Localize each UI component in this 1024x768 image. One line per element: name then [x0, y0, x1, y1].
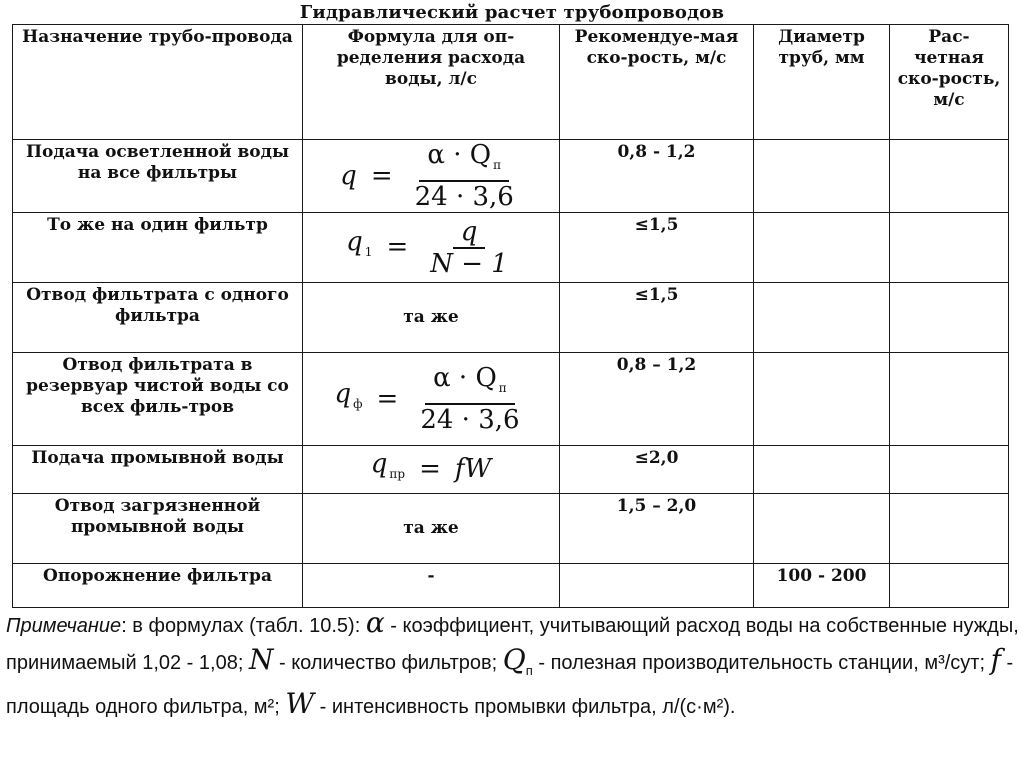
footnote-n-symbol: N [248, 643, 274, 676]
table-row [13, 494, 1009, 564]
header-row [13, 25, 1009, 140]
footnote-q-symbol: Q [502, 643, 526, 676]
footnote-intro: : в формулах (табл. 10.5): [121, 615, 366, 637]
footnote-w-text: - интенсивность промывки фильтра, л/(с·м²). [314, 696, 736, 718]
row-diameter [754, 494, 890, 564]
row-calc-speed [890, 140, 1009, 213]
row-purpose: Подача промывной воды [13, 446, 303, 494]
row-calc-speed [890, 213, 1009, 283]
header-formula: Формула для оп-ределения расхода воды, л/с [303, 25, 560, 140]
row-formula [303, 446, 560, 494]
row-purpose: Отвод загрязненной промывной воды [13, 494, 303, 564]
row-rec-speed [560, 564, 754, 608]
header-rec-speed: Рекомендуе-мая ско-рость, м/с [560, 25, 754, 140]
row-purpose: Отвод фильтрата в резервуар чистой воды со всех филь-тров [13, 353, 303, 446]
formula-num-sub: п [493, 158, 502, 172]
row-formula-same: - [303, 564, 560, 608]
row-rec-speed: 0,8 - 1,2 [560, 140, 754, 213]
footnote-n-text: - количество фильтров; [273, 652, 503, 674]
formula-denominator: 24 · 3,6 [420, 405, 520, 435]
row-rec-speed: ≤2,0 [560, 446, 754, 494]
row-formula [303, 140, 560, 213]
table-row [13, 564, 1009, 608]
table-row [13, 353, 1009, 446]
row-calc-speed [890, 494, 1009, 564]
table-title: Гидравлический расчет трубопроводов [299, 2, 725, 23]
row-calc-speed [890, 283, 1009, 353]
formula-lhs-sub: 1 [364, 245, 373, 259]
row-diameter [754, 140, 890, 213]
formula-lhs: q [340, 160, 357, 191]
row-diameter [754, 283, 890, 353]
row-rec-speed: 1,5 – 2,0 [560, 494, 754, 564]
formula: q $_ф$ = $\frac{\alpha \cdot Q _п}{24 \cdot 3,6}$ [334, 363, 527, 435]
header-diameter: Диаметр труб, мм [754, 25, 890, 140]
row-purpose: Опорожнение фильтра [13, 564, 303, 608]
footnote-alpha-text: - коэффициент, учитывающий расход воды на собственные нужды, принимаемый 1,02 - 1,08; [6, 615, 1019, 674]
row-rec-speed: 0,8 – 1,2 [560, 353, 754, 446]
row-calc-speed [890, 564, 1009, 608]
footnote-q-sub: п [525, 663, 533, 678]
row-rec-speed: ≤1,5 [560, 213, 754, 283]
header-purpose: Назначение трубо-провода [13, 25, 303, 140]
formula-numerator: α · Q [427, 140, 492, 170]
footnote-label: Примечание [6, 615, 122, 637]
footnote-alpha-symbol: α [365, 606, 385, 639]
row-calc-speed [890, 353, 1009, 446]
formula: q $_1$ = $\frac{q}{N - 1}$ [346, 216, 508, 279]
row-diameter [754, 213, 890, 283]
formula-lhs: q [346, 227, 363, 257]
formula-lhs-sub: ф [353, 396, 363, 411]
formula-lhs: q [370, 449, 388, 479]
table-row [13, 213, 1009, 283]
row-diameter: 100 - 200 [754, 564, 890, 608]
table-row [13, 446, 1009, 494]
pipeline-table [12, 24, 1009, 608]
row-formula-same: та же [303, 283, 560, 353]
formula-numerator: α · Q [433, 363, 497, 393]
footnote-f-symbol: f [990, 643, 1001, 676]
row-formula [303, 353, 560, 446]
formula-denominator: N − 1 [430, 248, 508, 279]
formula: q = $\frac{\alpha \cdot Q _п}{24 \cdot 3,6}$ [340, 140, 522, 212]
footnote-f-text: - площадь одного фильтра, м²; [6, 652, 1014, 718]
row-calc-speed [890, 446, 1009, 494]
table-row [13, 283, 1009, 353]
row-purpose: То же на один фильтр [13, 213, 303, 283]
footnote-w-symbol: W [285, 687, 315, 720]
row-purpose: Отвод фильтрата с одного фильтра [13, 283, 303, 353]
header-calc-speed: Рас-четная ско-рость, м/с [890, 25, 1009, 140]
formula-rhs: fW [454, 454, 492, 484]
row-formula [303, 213, 560, 283]
formula: q $_{пр}$ = fW [370, 449, 492, 484]
formula-lhs: q [334, 378, 352, 409]
row-purpose: Подача осветленной воды на все фильтры [13, 140, 303, 213]
row-formula-same: та же [303, 494, 560, 564]
row-diameter [754, 446, 890, 494]
footnote-q-text: - полезная производительность станции, м³/сут; [532, 652, 991, 674]
footnote [6, 606, 1022, 724]
row-rec-speed: ≤1,5 [560, 283, 754, 353]
table-row [13, 140, 1009, 213]
formula-denominator: 24 · 3,6 [414, 182, 514, 212]
row-diameter [754, 353, 890, 446]
formula-num-sub: п [498, 381, 507, 395]
formula-numerator: q [460, 216, 478, 247]
formula-lhs-sub: пр [389, 467, 406, 481]
